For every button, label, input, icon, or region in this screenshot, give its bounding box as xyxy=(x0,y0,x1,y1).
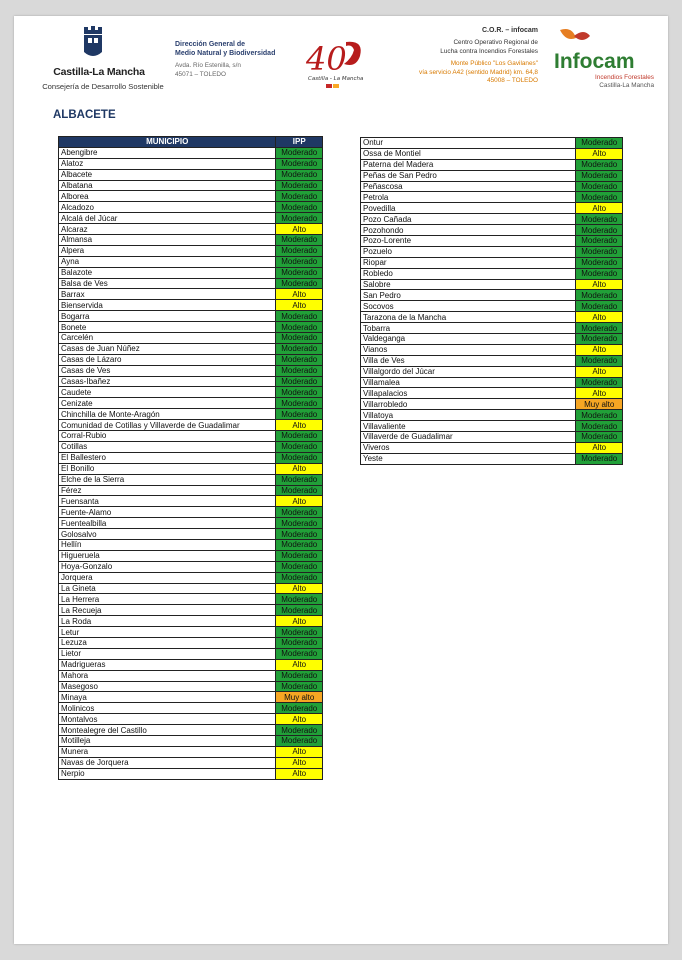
table-row xyxy=(59,169,323,180)
table-row xyxy=(59,224,323,235)
logo40-number: 40 xyxy=(306,40,347,78)
table-row xyxy=(59,496,323,507)
ipp-cell: Moderado xyxy=(276,529,323,540)
ipp-cell: Moderado xyxy=(276,354,323,365)
municipio-cell: Paterna del Madera xyxy=(361,159,576,170)
ipp-cell: Alto xyxy=(276,583,323,594)
infocam-sub-1: Incendios Forestales xyxy=(595,74,654,81)
ipp-cell: Moderado xyxy=(276,637,323,648)
municipio-cell: Bogarra xyxy=(59,311,276,322)
col-header-municipio: MUNICIPIO xyxy=(59,137,276,148)
table-row xyxy=(59,343,323,354)
municipio-cell: Balazote xyxy=(59,267,276,278)
ipp-cell: Moderado xyxy=(276,572,323,583)
table-row xyxy=(59,594,323,605)
table-row xyxy=(361,301,623,312)
ipp-cell: Moderado xyxy=(276,398,323,409)
ipp-cell: Moderado xyxy=(276,648,323,659)
table-row xyxy=(59,387,323,398)
cor-address-3: 45008 – TOLEDO xyxy=(487,77,538,84)
table-row xyxy=(59,147,323,158)
municipio-cell: Férez xyxy=(59,485,276,496)
ipp-cell: Moderado xyxy=(276,245,323,256)
municipio-cell: Villarrobledo xyxy=(361,399,576,410)
table-row xyxy=(59,561,323,572)
dg-title-2: Medio Natural y Biodiversidad xyxy=(175,50,276,57)
municipio-cell: Bienservida xyxy=(59,300,276,311)
table-row xyxy=(361,399,623,410)
municipio-cell: Chinchilla de Monte-Aragón xyxy=(59,409,276,420)
table-row xyxy=(59,627,323,638)
table-row xyxy=(59,529,323,540)
table-row xyxy=(361,312,623,323)
municipio-cell: Tarazona de la Mancha xyxy=(361,312,576,323)
ipp-cell: Moderado xyxy=(276,311,323,322)
table-row xyxy=(59,572,323,583)
municipio-cell: Cotillas xyxy=(59,441,276,452)
municipio-cell: Valdeganga xyxy=(361,334,576,345)
jccm-subtitle: Consejería de Desarrollo Sostenible xyxy=(42,82,164,91)
municipio-cell: Viveros xyxy=(361,442,576,453)
municipio-cell: Golosalvo xyxy=(59,529,276,540)
table-row xyxy=(361,334,623,345)
table-row xyxy=(59,735,323,746)
municipio-cell: Peñas de San Pedro xyxy=(361,170,576,181)
municipio-cell: Albatana xyxy=(59,180,276,191)
ipp-cell: Moderado xyxy=(576,355,623,366)
table-row xyxy=(59,256,323,267)
table-row xyxy=(59,180,323,191)
municipio-cell: El Ballestero xyxy=(59,452,276,463)
ipp-cell: Moderado xyxy=(576,334,623,345)
municipio-cell: Villatoya xyxy=(361,410,576,421)
municipio-cell: Povedilla xyxy=(361,203,576,214)
ipp-cell: Moderado xyxy=(576,170,623,181)
ipp-cell: Moderado xyxy=(276,235,323,246)
municipio-cell: Madrigueras xyxy=(59,659,276,670)
table-row xyxy=(59,714,323,725)
table-row xyxy=(361,355,623,366)
table-row xyxy=(59,213,323,224)
table-row xyxy=(361,148,623,159)
municipio-cell: San Pedro xyxy=(361,290,576,301)
table-row xyxy=(59,365,323,376)
municipio-cell: El Bonillo xyxy=(59,463,276,474)
municipio-cell: Tobarra xyxy=(361,323,576,334)
ipp-cell: Moderado xyxy=(576,159,623,170)
municipio-cell: Socovos xyxy=(361,301,576,312)
ipp-cell: Moderado xyxy=(276,365,323,376)
table-row xyxy=(361,377,623,388)
table-row xyxy=(361,159,623,170)
dg-block xyxy=(175,40,305,79)
municipio-cell: Pozo-Lorente xyxy=(361,236,576,247)
table-row xyxy=(59,354,323,365)
municipio-cell: Ayna xyxy=(59,256,276,267)
ipp-cell: Moderado xyxy=(276,627,323,638)
ipp-cell: Moderado xyxy=(276,256,323,267)
municipio-cell: Casas de Juan Núñez xyxy=(59,343,276,354)
table-row xyxy=(361,279,623,290)
ipp-cell: Moderado xyxy=(276,735,323,746)
municipio-cell: Albacete xyxy=(59,169,276,180)
municipio-cell: Masegoso xyxy=(59,681,276,692)
table-row xyxy=(361,236,623,247)
municipio-cell: Fuensanta xyxy=(59,496,276,507)
municipio-cell: Balsa de Ves xyxy=(59,278,276,289)
logo40-subtitle: Castilla - La Mancha xyxy=(308,76,364,82)
table-row xyxy=(59,235,323,246)
ipp-cell: Alto xyxy=(576,344,623,355)
ipp-cell: Alto xyxy=(276,224,323,235)
ipp-cell: Muy alto xyxy=(276,692,323,703)
municipio-cell: Ontur xyxy=(361,138,576,149)
ipp-cell: Moderado xyxy=(576,225,623,236)
ipp-cell: Alto xyxy=(576,279,623,290)
ipp-cell: Moderado xyxy=(576,377,623,388)
col-header-ipp: IPP xyxy=(276,137,323,148)
ipp-cell: Moderado xyxy=(276,485,323,496)
ipp-cell: Moderado xyxy=(276,474,323,485)
municipio-cell: Lietor xyxy=(59,648,276,659)
ipp-cell: Moderado xyxy=(276,180,323,191)
municipio-cell: Robledo xyxy=(361,268,576,279)
ipp-cell: Moderado xyxy=(276,452,323,463)
ipp-cell: Moderado xyxy=(576,453,623,464)
risk-table-right xyxy=(360,137,623,465)
table-row xyxy=(361,192,623,203)
table-row xyxy=(361,344,623,355)
ipp-cell: Moderado xyxy=(276,191,323,202)
municipio-cell: Villapalacios xyxy=(361,388,576,399)
table-row xyxy=(59,463,323,474)
table-row xyxy=(59,692,323,703)
ipp-cell: Moderado xyxy=(576,323,623,334)
table-row xyxy=(59,245,323,256)
cor-address-2: vía servicio A42 (sentido Madrid) km. 64,8 xyxy=(419,68,538,76)
ipp-cell: Alto xyxy=(276,463,323,474)
infocam-sub-2: Castilla-La Mancha xyxy=(599,82,654,89)
table-row xyxy=(59,768,323,779)
table-row xyxy=(59,278,323,289)
municipio-cell: Cenizate xyxy=(59,398,276,409)
ipp-cell: Moderado xyxy=(276,158,323,169)
ipp-cell: Moderado xyxy=(276,322,323,333)
ipp-cell: Alto xyxy=(276,714,323,725)
infocam-wordmark: Infocam xyxy=(554,50,635,73)
table-row xyxy=(59,681,323,692)
ipp-cell: Moderado xyxy=(276,278,323,289)
letterhead xyxy=(14,16,668,106)
risk-table-left xyxy=(58,136,323,780)
ipp-cell: Alto xyxy=(576,203,623,214)
infocam-subtitle xyxy=(554,74,654,90)
table-row xyxy=(59,452,323,463)
ipp-cell: Alto xyxy=(276,659,323,670)
ipp-cell: Alto xyxy=(276,768,323,779)
municipio-cell: Alcaraz xyxy=(59,224,276,235)
table-row xyxy=(361,323,623,334)
table-row xyxy=(59,670,323,681)
ipp-cell: Moderado xyxy=(276,561,323,572)
table-row xyxy=(59,267,323,278)
municipio-cell: Comunidad de Cotillas y Villaverde de Guadalimar xyxy=(59,420,276,431)
dg-address-2: 45071 – TOLEDO xyxy=(175,71,226,78)
municipio-cell: Pozo Cañada xyxy=(361,214,576,225)
municipio-cell: Corral-Rubio xyxy=(59,431,276,442)
municipio-cell: Molinicos xyxy=(59,703,276,714)
table-row xyxy=(59,322,323,333)
risk-table-right-body xyxy=(361,138,623,465)
ipp-cell: Moderado xyxy=(276,681,323,692)
ipp-cell: Moderado xyxy=(276,147,323,158)
ipp-cell: Moderado xyxy=(276,213,323,224)
table-row xyxy=(59,703,323,714)
municipio-cell: Villavaliente xyxy=(361,421,576,432)
table-row xyxy=(59,300,323,311)
municipio-cell: Jorquera xyxy=(59,572,276,583)
ipp-cell: Moderado xyxy=(576,192,623,203)
ipp-cell: Alto xyxy=(576,442,623,453)
municipio-cell: Carcelén xyxy=(59,333,276,344)
table-row xyxy=(59,725,323,736)
municipio-cell: Alatoz xyxy=(59,158,276,169)
ipp-cell: Moderado xyxy=(276,518,323,529)
ipp-cell: Alto xyxy=(276,420,323,431)
municipio-cell: Riopar xyxy=(361,257,576,268)
ipp-cell: Moderado xyxy=(276,539,323,550)
ipp-cell: Moderado xyxy=(576,410,623,421)
table-row xyxy=(59,441,323,452)
table-row xyxy=(59,507,323,518)
municipio-cell: La Gineta xyxy=(59,583,276,594)
table-row xyxy=(59,637,323,648)
risk-table-left-body xyxy=(59,147,323,779)
table-row xyxy=(59,202,323,213)
ipp-cell: Moderado xyxy=(276,267,323,278)
table-row xyxy=(361,181,623,192)
table-row xyxy=(361,246,623,257)
document-page xyxy=(14,16,668,944)
table-row xyxy=(59,746,323,757)
table-row xyxy=(59,289,323,300)
table-row xyxy=(361,410,623,421)
table-row xyxy=(59,485,323,496)
ipp-cell: Moderado xyxy=(276,550,323,561)
municipio-cell: Villa de Ves xyxy=(361,355,576,366)
municipio-cell: Bonete xyxy=(59,322,276,333)
municipio-cell: La Recueja xyxy=(59,605,276,616)
ipp-cell: Moderado xyxy=(276,409,323,420)
jccm-name: Castilla-La Mancha xyxy=(53,66,145,78)
ipp-cell: Moderado xyxy=(276,605,323,616)
ipp-cell: Moderado xyxy=(576,236,623,247)
ipp-cell: Muy alto xyxy=(576,399,623,410)
ipp-cell: Alto xyxy=(276,746,323,757)
municipio-cell: Hellín xyxy=(59,539,276,550)
table-row xyxy=(361,203,623,214)
table-row xyxy=(59,648,323,659)
cor-block xyxy=(395,26,538,86)
municipio-cell: Nerpio xyxy=(59,768,276,779)
municipio-cell: Casas de Ves xyxy=(59,365,276,376)
municipio-cell: Fuentealbilla xyxy=(59,518,276,529)
table-row xyxy=(59,376,323,387)
table-row xyxy=(59,616,323,627)
municipio-cell: Pozuelo xyxy=(361,246,576,257)
municipio-cell: Montealegre del Castillo xyxy=(59,725,276,736)
ipp-cell: Moderado xyxy=(276,343,323,354)
table-row xyxy=(361,138,623,149)
cor-title: C.O.R. – infocam xyxy=(481,27,538,34)
municipio-cell: Motilleja xyxy=(59,735,276,746)
ipp-cell: Alto xyxy=(276,496,323,507)
table-row xyxy=(361,421,623,432)
ipp-cell: Alto xyxy=(276,757,323,768)
municipio-cell: Mahora xyxy=(59,670,276,681)
table-row xyxy=(59,431,323,442)
ipp-cell: Moderado xyxy=(276,441,323,452)
ipp-cell: Moderado xyxy=(576,246,623,257)
table-row xyxy=(361,453,623,464)
table-row xyxy=(59,550,323,561)
table-row xyxy=(59,409,323,420)
dg-address-1: Avda. Río Estenilla, s/n xyxy=(175,62,241,69)
ipp-cell: Alto xyxy=(576,312,623,323)
municipio-cell: Alborea xyxy=(59,191,276,202)
ipp-cell: Moderado xyxy=(276,507,323,518)
municipio-cell: Munera xyxy=(59,746,276,757)
table-row xyxy=(59,398,323,409)
ipp-cell: Alto xyxy=(576,366,623,377)
cor-address-1: Monte Público "Los Gavilanes" xyxy=(450,60,538,67)
ipp-cell: Moderado xyxy=(276,202,323,213)
table-row xyxy=(361,432,623,443)
ipp-cell: Moderado xyxy=(576,421,623,432)
municipio-cell: Villamalea xyxy=(361,377,576,388)
municipio-cell: Ossa de Montiel xyxy=(361,148,576,159)
municipio-cell: Almansa xyxy=(59,235,276,246)
table-row xyxy=(59,420,323,431)
table-header-row xyxy=(59,137,323,148)
table-row xyxy=(361,366,623,377)
province-title: ALBACETE xyxy=(53,109,116,121)
ipp-cell: Moderado xyxy=(276,387,323,398)
municipio-cell: Villaverde de Guadalimar xyxy=(361,432,576,443)
table-row xyxy=(361,268,623,279)
table-row xyxy=(361,170,623,181)
table-row xyxy=(59,333,323,344)
ipp-cell: Moderado xyxy=(576,301,623,312)
ipp-cell: Moderado xyxy=(276,594,323,605)
ipp-cell: Alto xyxy=(276,616,323,627)
municipio-cell: La Herrera xyxy=(59,594,276,605)
ipp-cell: Moderado xyxy=(276,169,323,180)
table-row xyxy=(59,158,323,169)
municipio-cell: Abengibre xyxy=(59,147,276,158)
ipp-cell: Moderado xyxy=(576,214,623,225)
ipp-cell: Moderado xyxy=(276,703,323,714)
table-row xyxy=(59,583,323,594)
coat-of-arms-logo xyxy=(80,24,106,60)
municipio-cell: Lezuza xyxy=(59,637,276,648)
table-row xyxy=(361,257,623,268)
municipio-cell: Vianos xyxy=(361,344,576,355)
anniversary-40-logo xyxy=(302,34,370,92)
ipp-cell: Moderado xyxy=(576,432,623,443)
municipio-cell: Yeste xyxy=(361,453,576,464)
municipio-cell: Letur xyxy=(59,627,276,638)
municipio-cell: Hoya-Gonzalo xyxy=(59,561,276,572)
table-row xyxy=(59,539,323,550)
table-row xyxy=(59,659,323,670)
table-row xyxy=(361,388,623,399)
ipp-cell: Moderado xyxy=(576,257,623,268)
municipio-cell: La Roda xyxy=(59,616,276,627)
municipio-cell: Petrola xyxy=(361,192,576,203)
table-row xyxy=(59,605,323,616)
municipio-cell: Villalgordo del Júcar xyxy=(361,366,576,377)
municipio-cell: Alcadozo xyxy=(59,202,276,213)
table-row xyxy=(59,191,323,202)
ipp-cell: Moderado xyxy=(576,181,623,192)
ipp-cell: Moderado xyxy=(276,670,323,681)
ipp-cell: Alto xyxy=(576,148,623,159)
table-row xyxy=(59,311,323,322)
municipio-cell: Pozohondo xyxy=(361,225,576,236)
table-row xyxy=(59,757,323,768)
municipio-cell: Navas de Jorquera xyxy=(59,757,276,768)
municipio-cell: Casas de Lázaro xyxy=(59,354,276,365)
municipio-cell: Peñascosa xyxy=(361,181,576,192)
ipp-cell: Moderado xyxy=(576,290,623,301)
ipp-cell: Moderado xyxy=(276,333,323,344)
ipp-cell: Moderado xyxy=(576,138,623,149)
table-row xyxy=(59,474,323,485)
table-row xyxy=(361,214,623,225)
cor-line-1: Centro Operativo Regional de xyxy=(453,39,538,46)
ipp-cell: Moderado xyxy=(576,268,623,279)
municipio-cell: Casas-Ibañez xyxy=(59,376,276,387)
municipio-cell: Fuente-Alamo xyxy=(59,507,276,518)
municipio-cell: Alpera xyxy=(59,245,276,256)
municipio-cell: Caudete xyxy=(59,387,276,398)
municipio-cell: Minaya xyxy=(59,692,276,703)
municipio-cell: Alcalá del Júcar xyxy=(59,213,276,224)
municipio-cell: Higueruela xyxy=(59,550,276,561)
municipio-cell: Elche de la Sierra xyxy=(59,474,276,485)
dg-title-1: Dirección General de xyxy=(175,41,246,48)
ipp-cell: Alto xyxy=(576,388,623,399)
ipp-cell: Alto xyxy=(276,300,323,311)
cor-line-2: Lucha contra Incendios Forestales xyxy=(440,47,538,55)
table-row xyxy=(59,518,323,529)
ipp-cell: Alto xyxy=(276,289,323,300)
table-row xyxy=(361,442,623,453)
ipp-cell: Moderado xyxy=(276,725,323,736)
table-row xyxy=(361,290,623,301)
ipp-cell: Moderado xyxy=(276,376,323,387)
municipio-cell: Salobre xyxy=(361,279,576,290)
ipp-cell: Moderado xyxy=(276,431,323,442)
municipio-cell: Barrax xyxy=(59,289,276,300)
municipio-cell: Montalvos xyxy=(59,714,276,725)
table-row xyxy=(361,225,623,236)
